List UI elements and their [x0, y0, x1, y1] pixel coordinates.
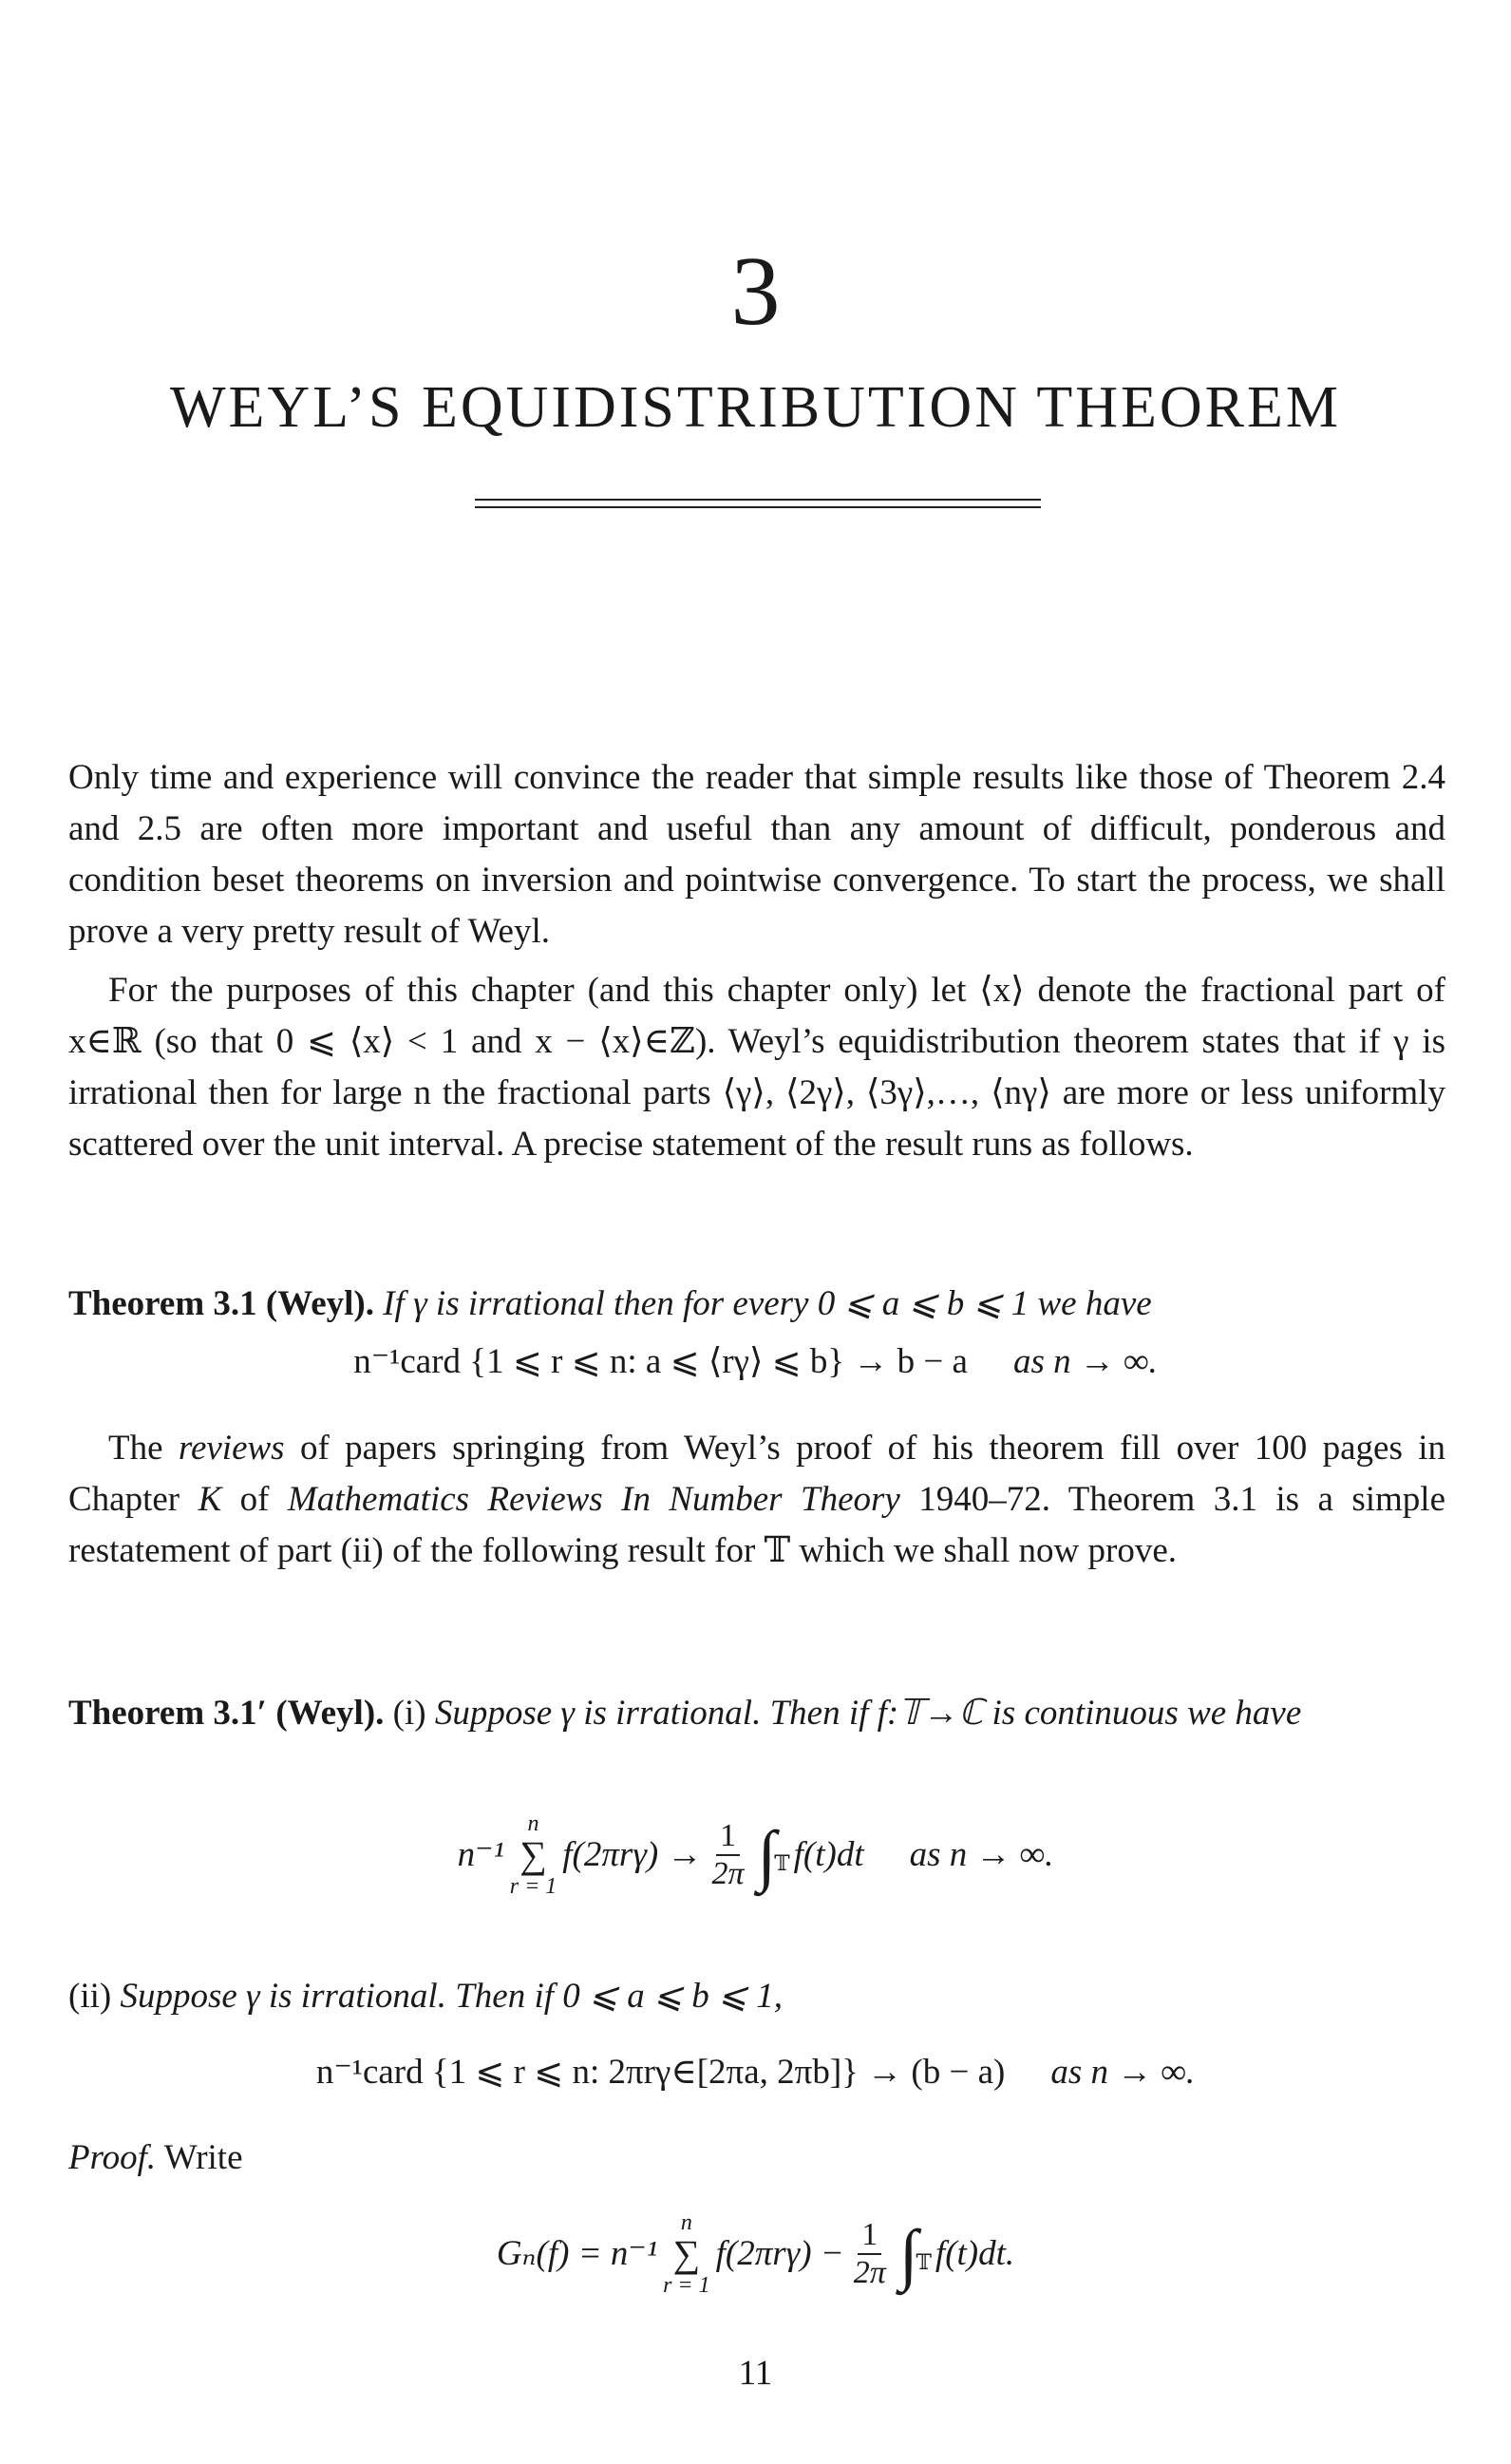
theorem-3-1-prime [68, 1688, 1445, 1739]
gn-integral-domain: 𝕋 [916, 2250, 932, 2274]
reviews-text-part-3: of [221, 1480, 288, 1519]
part-ii-line [68, 1971, 1445, 2022]
integral-symbol: ∫ [757, 1817, 777, 1893]
chapter-k: K [198, 1480, 222, 1519]
proof-label: Proof. [68, 2138, 157, 2177]
formula-i-expression [458, 1810, 1054, 1901]
chapter-number: 3 [730, 237, 781, 346]
intro-paragraph-text: Only time and experience will convince the reader that simple results like those of Theorem 2.4 and 2.5 are often more important and useful than any amount of difficult, ponderous and condition beset theorems on inversion and pointwise convergence. To start the process, we shall prove a very pretty result of Weyl. [68, 758, 1445, 951]
gn-sum-upper-limit: n [680, 2210, 692, 2235]
theorem-3-1-prime-label: Theorem 3.1′ (Weyl). [68, 1694, 385, 1733]
proof-start [68, 2132, 1445, 2184]
integral [758, 1817, 790, 1893]
theorem-3-1-statement-line [68, 1279, 1445, 1330]
intro-paragraph [68, 752, 1445, 957]
formula-ii-tail: as n → ∞. [1050, 2053, 1196, 2092]
gn-expression [497, 2208, 1014, 2300]
sum-upper-limit: n [527, 1811, 539, 1836]
formula-i-left: n⁻¹ [457, 1835, 504, 1874]
gn-fraction-denominator: 2π [853, 2255, 886, 2290]
fractional-part-text: For the purposes of this chapter (and this chapter only) let ⟨x⟩ denote the fractional part of x∈ℝ (so that 0 ⩽ ⟨x⟩ < 1 and x − ⟨x⟩∈ℤ). Weyl’s equidistribution theorem states that if γ is irrational then for large n the fractional parts ⟨γ⟩, ⟨2γ⟩, ⟨3γ⟩,…, ⟨nγ⟩ are more or less uniformly scattered over the unit interval. A precise statement of the result runs as follows. [68, 971, 1445, 1164]
sum-symbol: ∑ [519, 1833, 547, 1876]
gn-term: f(2πrγ) − [715, 2234, 844, 2273]
theorem-3-1-statement: If γ is irrational then for every 0 ⩽ a ⩽ b ⩽ 1 we have [383, 1284, 1152, 1323]
reviews-text-part-4: 1940–72. Theorem 3.1 is a simple restatement of part (ii) of the following result for 𝕋 which we shall now prove. [68, 1480, 1446, 1570]
fraction-denominator: 2π [711, 1856, 745, 1891]
fractional-part-paragraph [68, 965, 1445, 1170]
part-i-statement: Suppose γ is irrational. Then if f:𝕋→ℂ is continuous we have [434, 1694, 1302, 1733]
theorem-3-1-formula [0, 1336, 1511, 1388]
theorem-3-1-formula-tail: as n → ∞. [1012, 1342, 1158, 1381]
gn-integral-symbol: ∫ [898, 2216, 918, 2292]
gn-summation [663, 2208, 710, 2300]
theorem-3-1-formula-main: n⁻¹card {1 ⩽ r ⩽ n: a ⩽ ⟨rγ⟩ ⩽ b} → b − a [353, 1342, 968, 1381]
reviews-paragraph-text [68, 1423, 1445, 1577]
reviews-emph: reviews [178, 1429, 285, 1468]
reviews-text-part-2: of papers springing from Weyl’s proof of his theorem fill over 100 pages in Chapter [68, 1429, 1446, 1519]
formula-ii-main: n⁻¹card {1 ⩽ r ⩽ n: 2πrγ∈[2πa, 2πb]} → (b − a) [315, 2053, 1006, 2092]
theorem-3-1 [68, 1279, 1445, 1330]
proof-formula-gn [0, 2208, 1511, 2322]
journal-title: Mathematics Reviews In Number Theory [287, 1480, 900, 1519]
page-number: 11 [738, 2354, 773, 2393]
theorem-3-1-prime-formula-i [0, 1810, 1511, 1924]
formula-i-tail: as n → ∞. [909, 1835, 1054, 1874]
theorem-3-1-prime-formula-ii [0, 2047, 1511, 2098]
title-double-rule [475, 499, 1041, 508]
integral-domain: 𝕋 [774, 1851, 790, 1875]
gn-fraction-numerator: 1 [858, 2217, 881, 2255]
theorem-3-1-prime-part-ii [68, 1971, 1445, 2022]
theorem-3-1-label: Theorem 3.1 (Weyl). [68, 1284, 374, 1323]
sum-lower-limit: r = 1 [509, 1874, 557, 1899]
reviews-text-part-1: The [108, 1429, 179, 1468]
chapter-title: WEYL’S EQUIDISTRIBUTION THEOREM [169, 375, 1342, 440]
proof-line [68, 2132, 1445, 2184]
fraction-numerator: 1 [716, 1818, 740, 1856]
part-ii-number: (ii) [68, 1977, 112, 2016]
gn-integrand: f(t)dt. [935, 2234, 1015, 2273]
theorem-3-1-prime-part-i-line [68, 1688, 1445, 1739]
gn-fraction [850, 2217, 890, 2291]
gn-integral [899, 2216, 932, 2292]
formula-i-term: f(2πrγ) → [562, 1835, 703, 1874]
summation [510, 1810, 557, 1901]
part-i-number: (i) [392, 1694, 426, 1733]
gn-sum-symbol: ∑ [672, 2232, 701, 2275]
gn-left: Gₙ(f) = n⁻¹ [496, 2234, 658, 2273]
reviews-paragraph [68, 1423, 1445, 1577]
part-ii-statement: Suppose γ is irrational. Then if 0 ⩽ a ⩽ b ⩽ 1, [120, 1977, 784, 2016]
fraction-one-over-two-pi [708, 1818, 747, 1892]
gn-sum-lower-limit: r = 1 [663, 2273, 710, 2298]
proof-text: Write [156, 2138, 243, 2177]
formula-i-integrand: f(t)dt [793, 1835, 864, 1874]
